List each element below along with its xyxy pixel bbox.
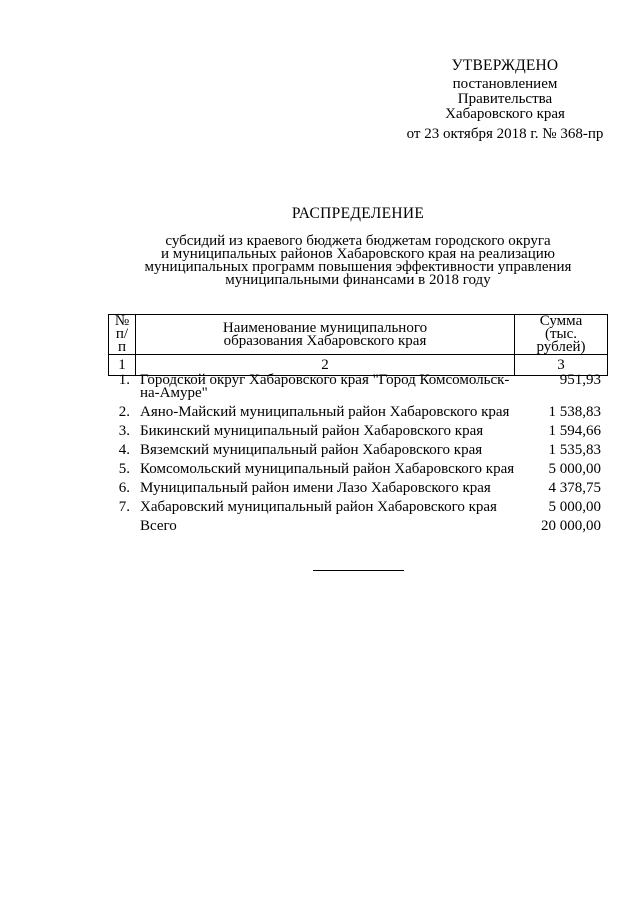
- total-sum: 20 000,00: [541, 518, 601, 534]
- approval-date: от 23 октября 2018 г. № 368-пр: [406, 126, 604, 142]
- row-sum: 5 000,00: [548, 499, 601, 515]
- row-name: Муниципальный район имени Лазо Хабаровского края: [140, 480, 491, 496]
- row-number: 5.: [118, 461, 130, 477]
- row-number: 1.: [118, 372, 130, 388]
- table-row: [108, 444, 608, 457]
- row-name: Хабаровский муниципальный район Хабаровского края: [140, 499, 497, 515]
- row-number: 2.: [118, 404, 130, 420]
- row-number: 6.: [118, 480, 130, 496]
- total-label: Всего: [140, 518, 177, 534]
- column-number-1: 1: [109, 355, 136, 376]
- end-divider: [313, 570, 404, 571]
- approval-line-3: Хабаровского края: [445, 106, 565, 122]
- row-sum: 1 594,66: [548, 423, 601, 439]
- header-num-cell: № п/п: [109, 315, 136, 355]
- approval-block: [400, 58, 610, 142]
- row-sum: 5 000,00: [548, 461, 601, 477]
- row-name: Бикинский муниципальный район Хабаровского края: [140, 423, 484, 439]
- row-name: Вяземский муниципальный район Хабаровского края: [140, 442, 483, 458]
- table-row: [108, 406, 608, 419]
- table-row: [108, 463, 608, 476]
- approval-line-1: постановлением: [452, 76, 558, 92]
- row-number: 3.: [118, 423, 130, 439]
- approval-title: УТВЕРЖДЕНО: [451, 57, 559, 74]
- row-sum: 951,93: [559, 372, 601, 388]
- total-row: [108, 520, 608, 533]
- row-name: Комсомольский муниципальный район Хабаровского края: [140, 461, 515, 477]
- table-body: [108, 374, 608, 539]
- document-subtitle-line: и муниципальных районов Хабаровского края на реализацию: [161, 246, 555, 262]
- row-sum: 4 378,75: [548, 480, 601, 496]
- header-sum-cell: Сумма (тыс. рублей): [515, 315, 608, 355]
- table-row: [108, 482, 608, 495]
- table-header: [108, 314, 608, 376]
- document-subtitle-line: муниципальных программ повышения эффективности управления: [144, 259, 572, 275]
- document-subtitle-line: муниципальными финансами в 2018 году: [225, 272, 491, 288]
- row-name: Аяно-Майский муниципальный район Хабаровского края: [140, 404, 510, 420]
- row-name: Городской округ Хабаровского края "Город Комсомольск- на-Амуре": [140, 372, 510, 401]
- approval-line-2: Правительства: [457, 91, 553, 107]
- column-number-2: 2: [136, 355, 515, 376]
- column-number-3: 3: [515, 355, 608, 376]
- document-title: РАСПРЕДЕЛЕНИЕ: [291, 205, 425, 222]
- row-sum: 1 535,83: [548, 442, 601, 458]
- row-number: 7.: [118, 499, 130, 515]
- document-subtitle-line: субсидий из краевого бюджета бюджетам городского округа: [165, 233, 551, 249]
- table-row: [108, 501, 608, 514]
- row-number: 4.: [118, 442, 130, 458]
- table-row: [108, 425, 608, 438]
- document-heading: [100, 205, 616, 287]
- header-name-cell: Наименование муниципального образования Хабаровского края: [136, 315, 515, 355]
- row-sum: 1 538,83: [548, 404, 601, 420]
- table-row: [108, 374, 608, 400]
